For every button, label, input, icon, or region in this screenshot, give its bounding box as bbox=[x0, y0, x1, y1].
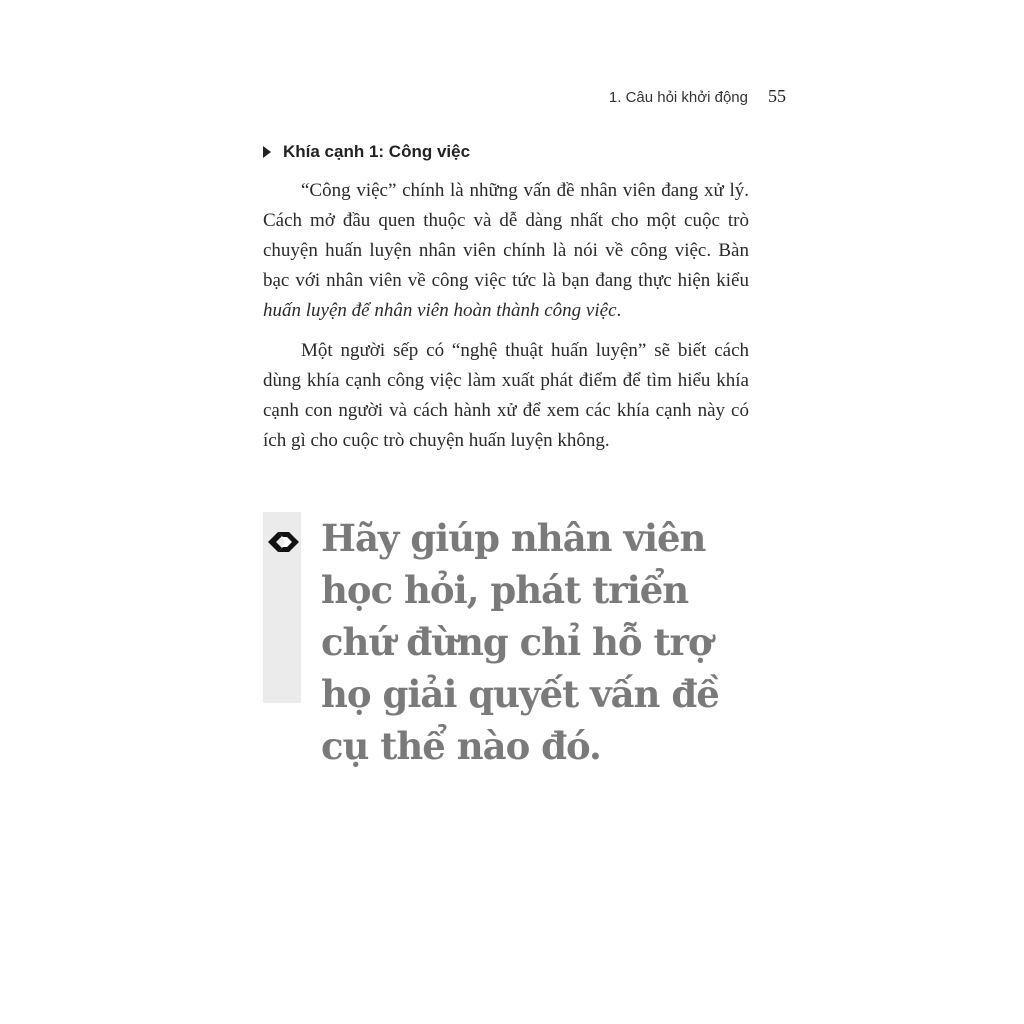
chapter-title: 1. Câu hỏi khởi động bbox=[608, 89, 748, 106]
running-head bbox=[609, 86, 786, 107]
paragraph-1 bbox=[263, 176, 749, 326]
diamond-arrow-icon bbox=[265, 528, 299, 556]
page-number: 55 bbox=[768, 86, 786, 106]
section-heading bbox=[263, 142, 470, 162]
body-text bbox=[263, 176, 749, 466]
pull-quote bbox=[263, 512, 763, 768]
paragraph-1-italic: huấn luyện để nhân viên hoàn thành công việc bbox=[263, 300, 617, 321]
pull-quote-bar bbox=[263, 512, 301, 703]
pull-quote-text: Hãy giúp nhân viên học hỏi, phát triển chứ đừng chỉ hỗ trợ họ giải quyết vấn đề cụ thể nào đó. bbox=[321, 516, 719, 768]
paragraph-1-end: . bbox=[616, 300, 622, 321]
section-heading-text: Khía cạnh 1: Công việc bbox=[283, 142, 471, 161]
triangle-right-icon bbox=[263, 146, 271, 158]
paragraph-1-text: “Công việc” chính là những vấn đề nhân viên đang xử lý. Cách mở đầu quen thuộc và dễ dàng nhất cho một cuộc trò chuyện huấn luyện nhân viên chính là nói về công việc. Bàn bạc với nhân viên về công việc tức là bạn đang thực hiện kiểu bbox=[263, 180, 749, 291]
paragraph-2: Một người sếp có “nghệ thuật huấn luyện” sẽ biết cách dùng khía cạnh công việc làm xuất phát điểm để tìm hiểu khía cạnh con người và cách hành xử để xem các khía cạnh này có ích gì cho cuộc trò chuyện huấn luyện không. bbox=[263, 340, 749, 451]
